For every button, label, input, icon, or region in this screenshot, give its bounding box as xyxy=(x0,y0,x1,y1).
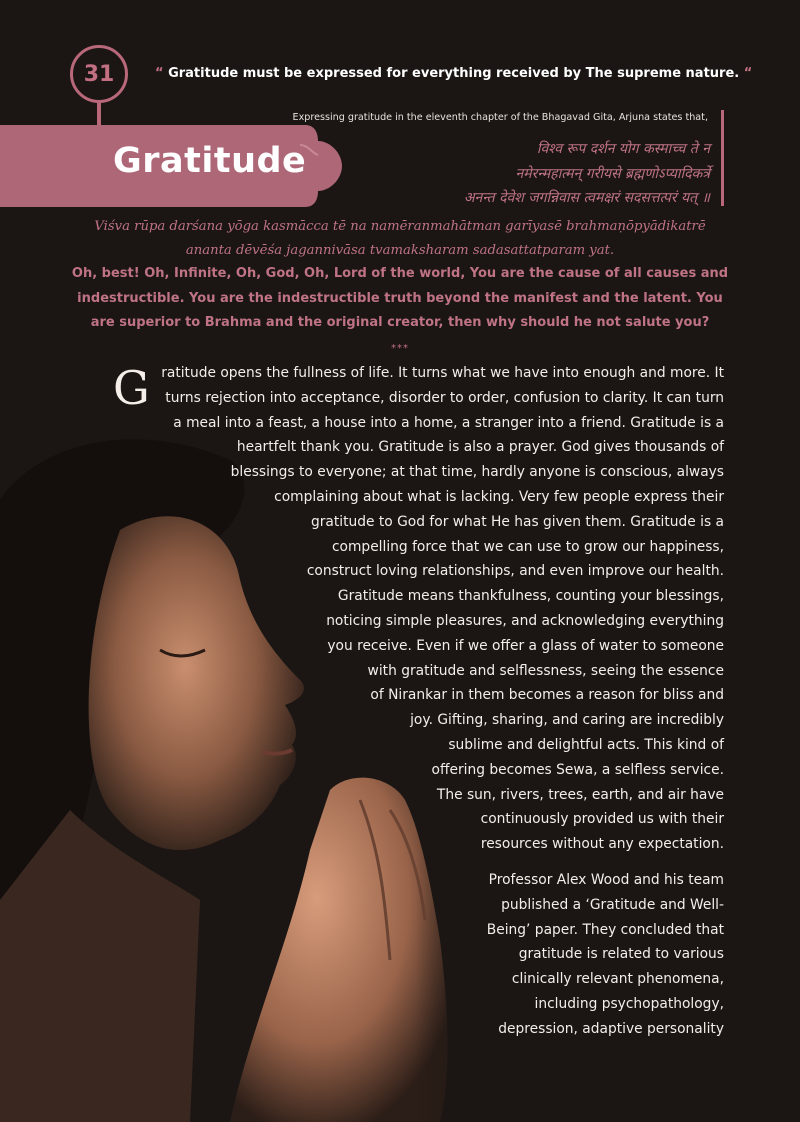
page-number: 31 xyxy=(83,61,115,87)
badge-connector xyxy=(97,103,101,127)
intro-line: Expressing gratitude in the eleventh chapter of the Bhagavad Gita, Arjuna states that, xyxy=(292,112,708,123)
body-line: heartfelt thank you. Gratitude is also a prayer. God gives thousands of xyxy=(236,439,724,456)
body-line: Professor Alex Wood and his team xyxy=(488,872,724,888)
body-line: compelling force that we can use to grow our happiness, xyxy=(331,538,724,555)
quote-text: Gratitude must be expressed for everything received by The supreme nature. xyxy=(168,66,740,81)
body-line: Being’ paper. They concluded that xyxy=(486,921,724,938)
translation-line: indestructible. You are the indestructible truth beyond the manifest and the latent. You xyxy=(77,290,723,306)
body-line: joy. Gifting, sharing, and caring are incredibly xyxy=(410,712,724,729)
body-line: gratitude to God for what He has given them. Gratitude is a xyxy=(310,513,724,530)
body-line: complaining about what is lacking. Very few people express their xyxy=(274,489,724,505)
body-line: resources without any expectation. xyxy=(480,836,724,853)
body-line: ratitude opens the fullness of life. It turns what we have into enough and more. It xyxy=(161,365,724,381)
page-title: Gratitude xyxy=(113,141,307,181)
body-line: turns rejection into acceptance, disorder to order, confusion to clarity. It can turn xyxy=(165,389,724,406)
translation-line: are superior to Brahma and the original creator, then why should he not salute you? xyxy=(90,315,710,331)
body-line: continuously provided us with their xyxy=(480,811,724,828)
quote-open-mark: “ xyxy=(155,66,164,81)
body-line: gratitude is related to various xyxy=(518,946,724,963)
sanskrit-line: विश्व रूप दर्शन योग कस्माच्च ते न xyxy=(536,141,710,157)
body-line: of Nirankar in them becomes a reason for bliss and xyxy=(370,687,724,704)
page-number-badge xyxy=(70,45,128,103)
body-line: Gratitude means thankfulness, counting your blessings, xyxy=(337,588,724,605)
body-line: noticing simple pleasures, and acknowledging everything xyxy=(326,613,724,629)
sanskrit-line: अनन्त देवेश जगन्निवास त्वमक्षरं सदसत्तत्परं यत् ॥ xyxy=(463,190,710,206)
body-line: you receive. Even if we offer a glass of water to someone xyxy=(327,637,724,654)
translation xyxy=(60,262,740,336)
body-line: published a ‘Gratitude and Well- xyxy=(501,896,724,913)
verse-rule xyxy=(721,110,724,206)
body-line: including psychopathology, xyxy=(534,996,724,1012)
body-line: clinically relevant phenomena, xyxy=(511,971,724,988)
body-line: sublime and delightful acts. This kind of xyxy=(448,737,724,753)
body-line: blessings to everyone; at that time, hardly anyone is conscious, always xyxy=(230,464,724,481)
transliteration xyxy=(60,215,740,263)
transliteration-line: Viśva rūpa darśana yōga kasmācca tē na namēranmahātman garīyasē brahmaṇōpyādikatrē xyxy=(94,219,706,234)
body-line: offering becomes Sewa, a selfless service. xyxy=(431,761,724,778)
body-line: The sun, rivers, trees, earth, and air have xyxy=(436,786,724,803)
sanskrit-line: नमेरन्महात्मन् गरीयसे ब्रह्मणोऽप्यादिकर्त्रे xyxy=(515,165,710,182)
quote-close-mark: “ xyxy=(743,66,753,81)
section-separator: *** xyxy=(391,343,409,354)
body-line: with gratitude and selflessness, seeing the essence xyxy=(367,662,724,679)
body-line: construct loving relationships, and even improve our health. xyxy=(306,563,724,580)
transliteration-line: ananta dēvēśa jagannivāsa tvamaksharam sadasattatparam yat. xyxy=(185,243,615,258)
header-quote xyxy=(155,66,753,81)
translation-line: Oh, best! Oh, Infinite, Oh, God, Oh, Lord of the world, You are the cause of all causes and xyxy=(71,266,729,281)
sanskrit-verse xyxy=(360,137,710,211)
body-line: depression, adaptive personality xyxy=(498,1020,724,1037)
body-line: a meal into a feast, a house into a home, a stranger into a friend. Gratitude is a xyxy=(173,414,724,431)
drop-cap: G xyxy=(113,361,150,415)
